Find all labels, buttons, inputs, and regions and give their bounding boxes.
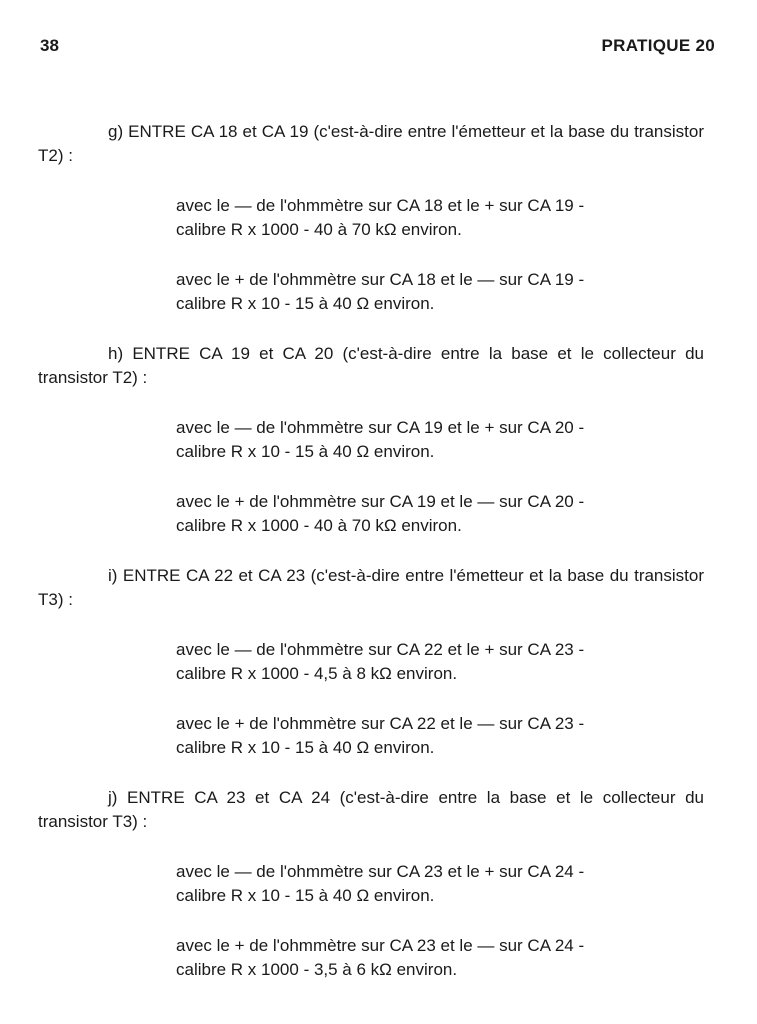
section-heading: h) ENTRE CA 19 et CA 20 (c'est-à-dire entre la base et le collecteur du transistor T2) : — [38, 344, 704, 387]
measurement-line: calibre R x 10 - 15 à 40 Ω environ. — [176, 294, 435, 313]
measurement-line: calibre R x 1000 - 40 à 70 kΩ environ. — [176, 220, 462, 239]
measurement-paragraph — [108, 860, 704, 908]
measurement-line: avec le — de l'ohmmètre sur CA 19 et le + sur CA 20 - — [176, 418, 585, 437]
measurement-line: avec le — de l'ohmmètre sur CA 18 et le + sur CA 19 - — [176, 196, 585, 215]
measurement-paragraph — [108, 934, 704, 982]
measurement-line: calibre R x 1000 - 40 à 70 kΩ environ. — [176, 516, 462, 535]
running-head: PRATIQUE 20 — [601, 36, 715, 55]
section-heading: j) ENTRE CA 23 et CA 24 (c'est-à-dire entre la base et le collecteur du transistor T3) : — [38, 788, 704, 831]
measurement-paragraph — [108, 712, 704, 760]
measurement-line: avec le + de l'ohmmètre sur CA 19 et le — sur CA 20 - — [176, 492, 585, 511]
measurement-line: avec le — de l'ohmmètre sur CA 22 et le + sur CA 23 - — [176, 640, 585, 659]
page-content — [38, 120, 704, 1008]
page-header — [40, 36, 715, 58]
measurement-line: calibre R x 10 - 15 à 40 Ω environ. — [176, 442, 435, 461]
section-g — [38, 120, 704, 316]
measurement-line: avec le — de l'ohmmètre sur CA 23 et le + sur CA 24 - — [176, 862, 585, 881]
measurement-paragraph — [108, 638, 704, 686]
section-i — [38, 564, 704, 760]
measurement-line: calibre R x 1000 - 4,5 à 8 kΩ environ. — [176, 664, 458, 683]
section-h — [38, 342, 704, 538]
measurement-paragraph — [108, 268, 704, 316]
page-number: 38 — [40, 36, 59, 55]
measurement-paragraph — [108, 490, 704, 538]
measurement-line: avec le + de l'ohmmètre sur CA 18 et le — sur CA 19 - — [176, 270, 585, 289]
measurement-paragraph — [108, 416, 704, 464]
section-heading: g) ENTRE CA 18 et CA 19 (c'est-à-dire entre l'émetteur et la base du transistor T2) : — [38, 122, 704, 165]
measurement-line: calibre R x 10 - 15 à 40 Ω environ. — [176, 886, 435, 905]
measurement-line: calibre R x 10 - 15 à 40 Ω environ. — [176, 738, 435, 757]
section-j — [38, 786, 704, 982]
measurement-line: avec le + de l'ohmmètre sur CA 22 et le — sur CA 23 - — [176, 714, 585, 733]
measurement-line: calibre R x 1000 - 3,5 à 6 kΩ environ. — [176, 960, 458, 979]
measurement-line: avec le + de l'ohmmètre sur CA 23 et le — sur CA 24 - — [176, 936, 585, 955]
measurement-paragraph — [108, 194, 704, 242]
section-heading: i) ENTRE CA 22 et CA 23 (c'est-à-dire entre l'émetteur et la base du transistor T3) : — [38, 566, 704, 609]
